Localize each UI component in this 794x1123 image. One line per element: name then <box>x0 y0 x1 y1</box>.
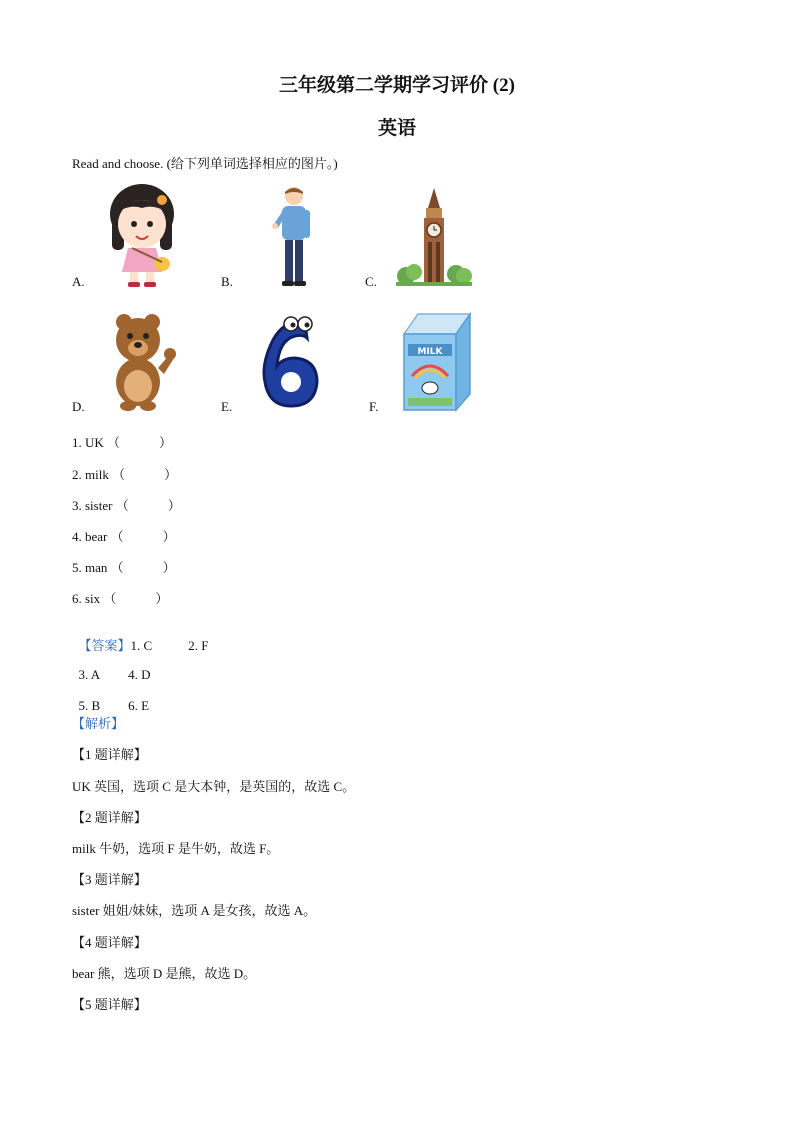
answer-label: 【答案】 <box>78 638 131 653</box>
option-letter-d: D. <box>72 399 85 414</box>
explanation-3-text: sister 姐姐/妹妹，选项 A 是女孩，故选 A。 <box>72 903 317 918</box>
question-3: 3. sister （ ） <box>72 498 181 513</box>
answer-1: 1. C <box>130 638 153 653</box>
question-2: 2. milk （ ） <box>72 467 178 482</box>
instruction: Read and choose. (给下列单词选择相应的图片。) <box>72 156 338 171</box>
page-subtitle: 英语 <box>377 118 416 139</box>
option-letter-c: C. <box>365 274 377 289</box>
bear-picture <box>106 310 178 412</box>
explanation-1-text: UK 英国，选项 C 是大本钟，是英国的，故选 C。 <box>72 779 356 794</box>
page-title: 三年级第二学期学习评价 (2) <box>279 75 515 96</box>
answer-4: 4. D <box>128 667 151 682</box>
milk-carton-picture <box>398 310 476 412</box>
option-letter-b: B. <box>221 274 233 289</box>
explanation-4-heading: 【4 题详解】 <box>72 935 147 950</box>
svg-text:MILK: MILK <box>417 347 443 357</box>
answer-row-3 <box>72 682 149 714</box>
answer-3: 3. A <box>78 667 101 682</box>
answer-row-1 <box>72 619 208 654</box>
option-letter-e: E. <box>221 399 233 414</box>
question-1: 1. UK （ ） <box>72 435 173 450</box>
explanation-3-heading: 【3 题详解】 <box>72 872 147 887</box>
answer-6: 6. E <box>128 698 150 713</box>
question-6: 6. six （ ） <box>72 591 169 606</box>
big-ben-picture <box>394 186 474 288</box>
explanation-2-text: milk 牛奶，选项 F 是牛奶，故选 F。 <box>72 841 280 856</box>
analysis-label: 【解析】 <box>72 716 125 731</box>
question-4: 4. bear （ ） <box>72 529 176 544</box>
option-letter-f: F. <box>369 399 379 414</box>
answer-2: 2. F <box>188 638 209 653</box>
option-letter-a: A. <box>72 274 85 289</box>
question-5: 5. man （ ） <box>72 560 176 575</box>
man-picture <box>268 184 316 288</box>
explanation-5-heading: 【5 题详解】 <box>72 997 147 1012</box>
girl-picture <box>104 182 180 288</box>
number-six-picture <box>255 310 325 412</box>
explanation-2-heading: 【2 题详解】 <box>72 810 147 825</box>
explanation-1-heading: 【1 题详解】 <box>72 747 147 762</box>
answer-row-2 <box>72 651 151 683</box>
answer-5: 5. B <box>78 698 101 713</box>
explanation-4-text: bear 熊，选项 D 是熊，故选 D。 <box>72 966 257 981</box>
